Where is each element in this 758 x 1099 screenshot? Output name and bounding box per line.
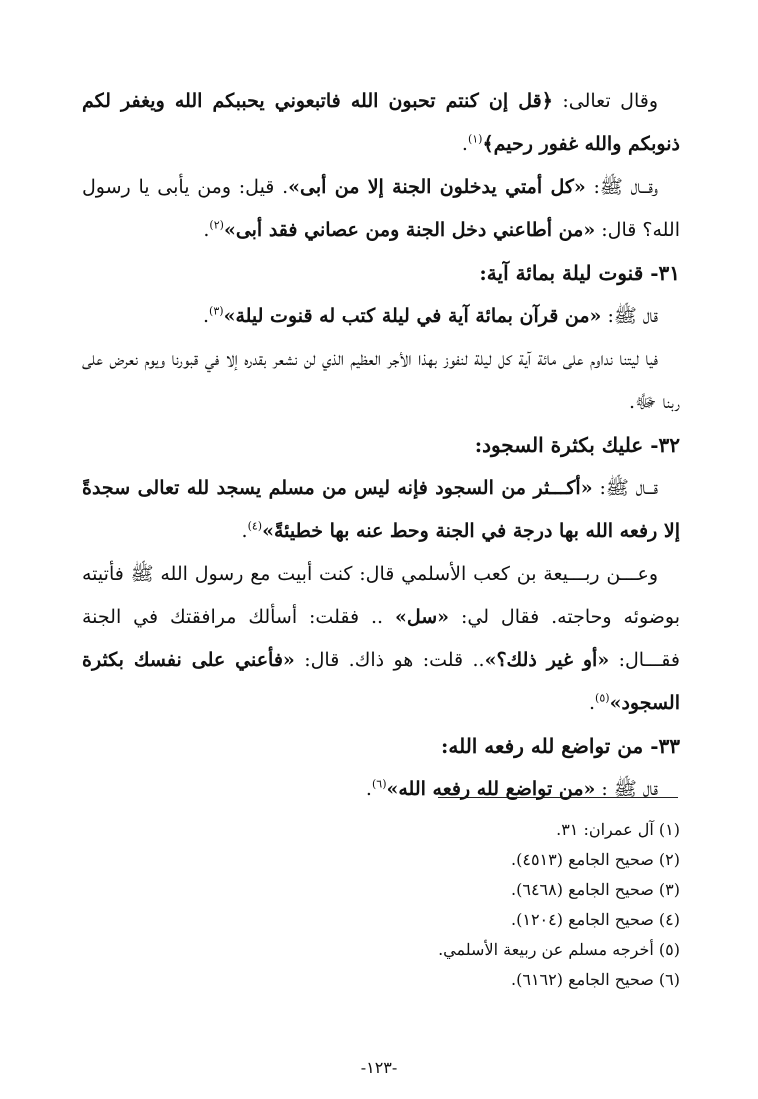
main-text	[82, 80, 680, 811]
footnote-5: (٥) أخرجه مسلم عن ربيعة الأسلمي.	[438, 940, 680, 959]
footnote-ref-6: (٦)	[371, 777, 387, 791]
section-heading-33: ٣٣- من تواضع لله رفعه الله:	[440, 734, 680, 758]
hadith-quote: «من تواضع لله رفعه الله»	[386, 778, 596, 800]
footnote-divider	[438, 797, 678, 798]
paragraph-sujood	[82, 467, 680, 553]
verse-quote: ﴿قل إن كنتم تحبون الله فاتبعوني يحببكم الله ويغفر لكم ذنوبكم والله غفور رحيم﴾	[82, 90, 680, 155]
paragraph-commentary: فيا ليتنا نداوم على مائة آية كل ليلة لنفوز بهذا الأجر العظيم الذي لن نشعر بقدره إلا في قبورنا ويوم نعرض على ربنا ﷻ.	[82, 348, 680, 413]
page-number: -١٢٣-	[360, 1058, 398, 1077]
hadith-quote-other: «أو غير ذلك؟»	[484, 649, 610, 671]
footnote-1: (١) آل عمران: ٣١.	[556, 820, 680, 839]
sentence-end: .	[461, 133, 468, 155]
footnote-3: (٣) صحيح الجامع (٦٤٦٨).	[511, 880, 680, 899]
hadith-quote: «كل أمتي يدخلون الجنة إلا من أبى»	[288, 176, 586, 198]
hadith-intro: وقـــال ﷺ:	[585, 176, 659, 198]
footnotes	[82, 815, 680, 995]
section-heading-32: ٣٢- عليك بكثرة السجود:	[474, 433, 680, 457]
footnote-ref-1: (١)	[467, 132, 483, 146]
hadith-middle: . قيل: ومن يأبى يا رسول الله؟ قال:	[82, 176, 680, 241]
hadith-quote: «أكـــثر من السجود فإنه ليس من مسلم يسجد لله تعالى سجدةً إلا رفعه الله بها درجة في الجنة وحط عنه بها خطيئةً»	[82, 477, 680, 542]
footnote-ref-4: (٤)	[247, 519, 263, 533]
footnote-6: (٦) صحيح الجامع (٦١٦٢).	[511, 970, 680, 989]
hadith-quote-answer: «من أطاعني دخل الجنة ومن عصاني فقد أبى»	[223, 219, 596, 241]
sentence-end: .	[203, 219, 210, 241]
paragraph-quran-verse	[82, 80, 680, 166]
paragraph-qunut	[82, 295, 680, 338]
footnote-ref-2: (٢)	[209, 218, 224, 232]
sentence-end: .	[589, 692, 596, 714]
footnote-ref-5: (٥)	[595, 691, 610, 705]
sentence-end: .	[241, 520, 248, 542]
hadith-intro: قال ﷺ:	[601, 305, 658, 327]
section-heading-31: ٣١- قنوت ليلة بمائة آية:	[479, 261, 680, 285]
verse-intro: وقال تعالى:	[552, 90, 658, 112]
paragraph-rabia	[82, 553, 680, 725]
hadith-intro: قـــال ﷺ:	[592, 477, 658, 499]
footnote-4: (٤) صحيح الجامع (١٢٠٤).	[511, 910, 680, 929]
narration-middle-2: .. قلت: هو ذاك. قال:	[294, 649, 485, 671]
paragraph-humility	[82, 768, 680, 811]
narration-intro: وعـــن ربـــيعة بن كعب الأسلمي قال: كنت أبيت مع رسول الله ﷺ فأتيته بوضوئه وحاجته. فقال لي:	[82, 563, 681, 628]
hadith-quote-help: «فأعني على نفسك بكثرة السجود»	[82, 649, 680, 714]
sentence-end: .	[365, 778, 372, 800]
footnote-ref-3: (٣)	[209, 304, 224, 318]
sentence-end: .	[203, 305, 210, 327]
hadith-quote-ask: «سل»	[395, 606, 450, 628]
hadith-quote: «من قرآن بمائة آية في ليلة كتب له قنوت ليلة»	[223, 305, 602, 327]
paragraph-hadith-obey	[82, 166, 680, 252]
footnote-2: (٢) صحيح الجامع (٤٥١٣).	[511, 850, 680, 869]
narration-middle-1: .. فقلت: أسألك مرافقتك في الجنة فقـــال:	[82, 606, 680, 671]
hadith-intro: قال ﷺ :	[595, 778, 658, 800]
